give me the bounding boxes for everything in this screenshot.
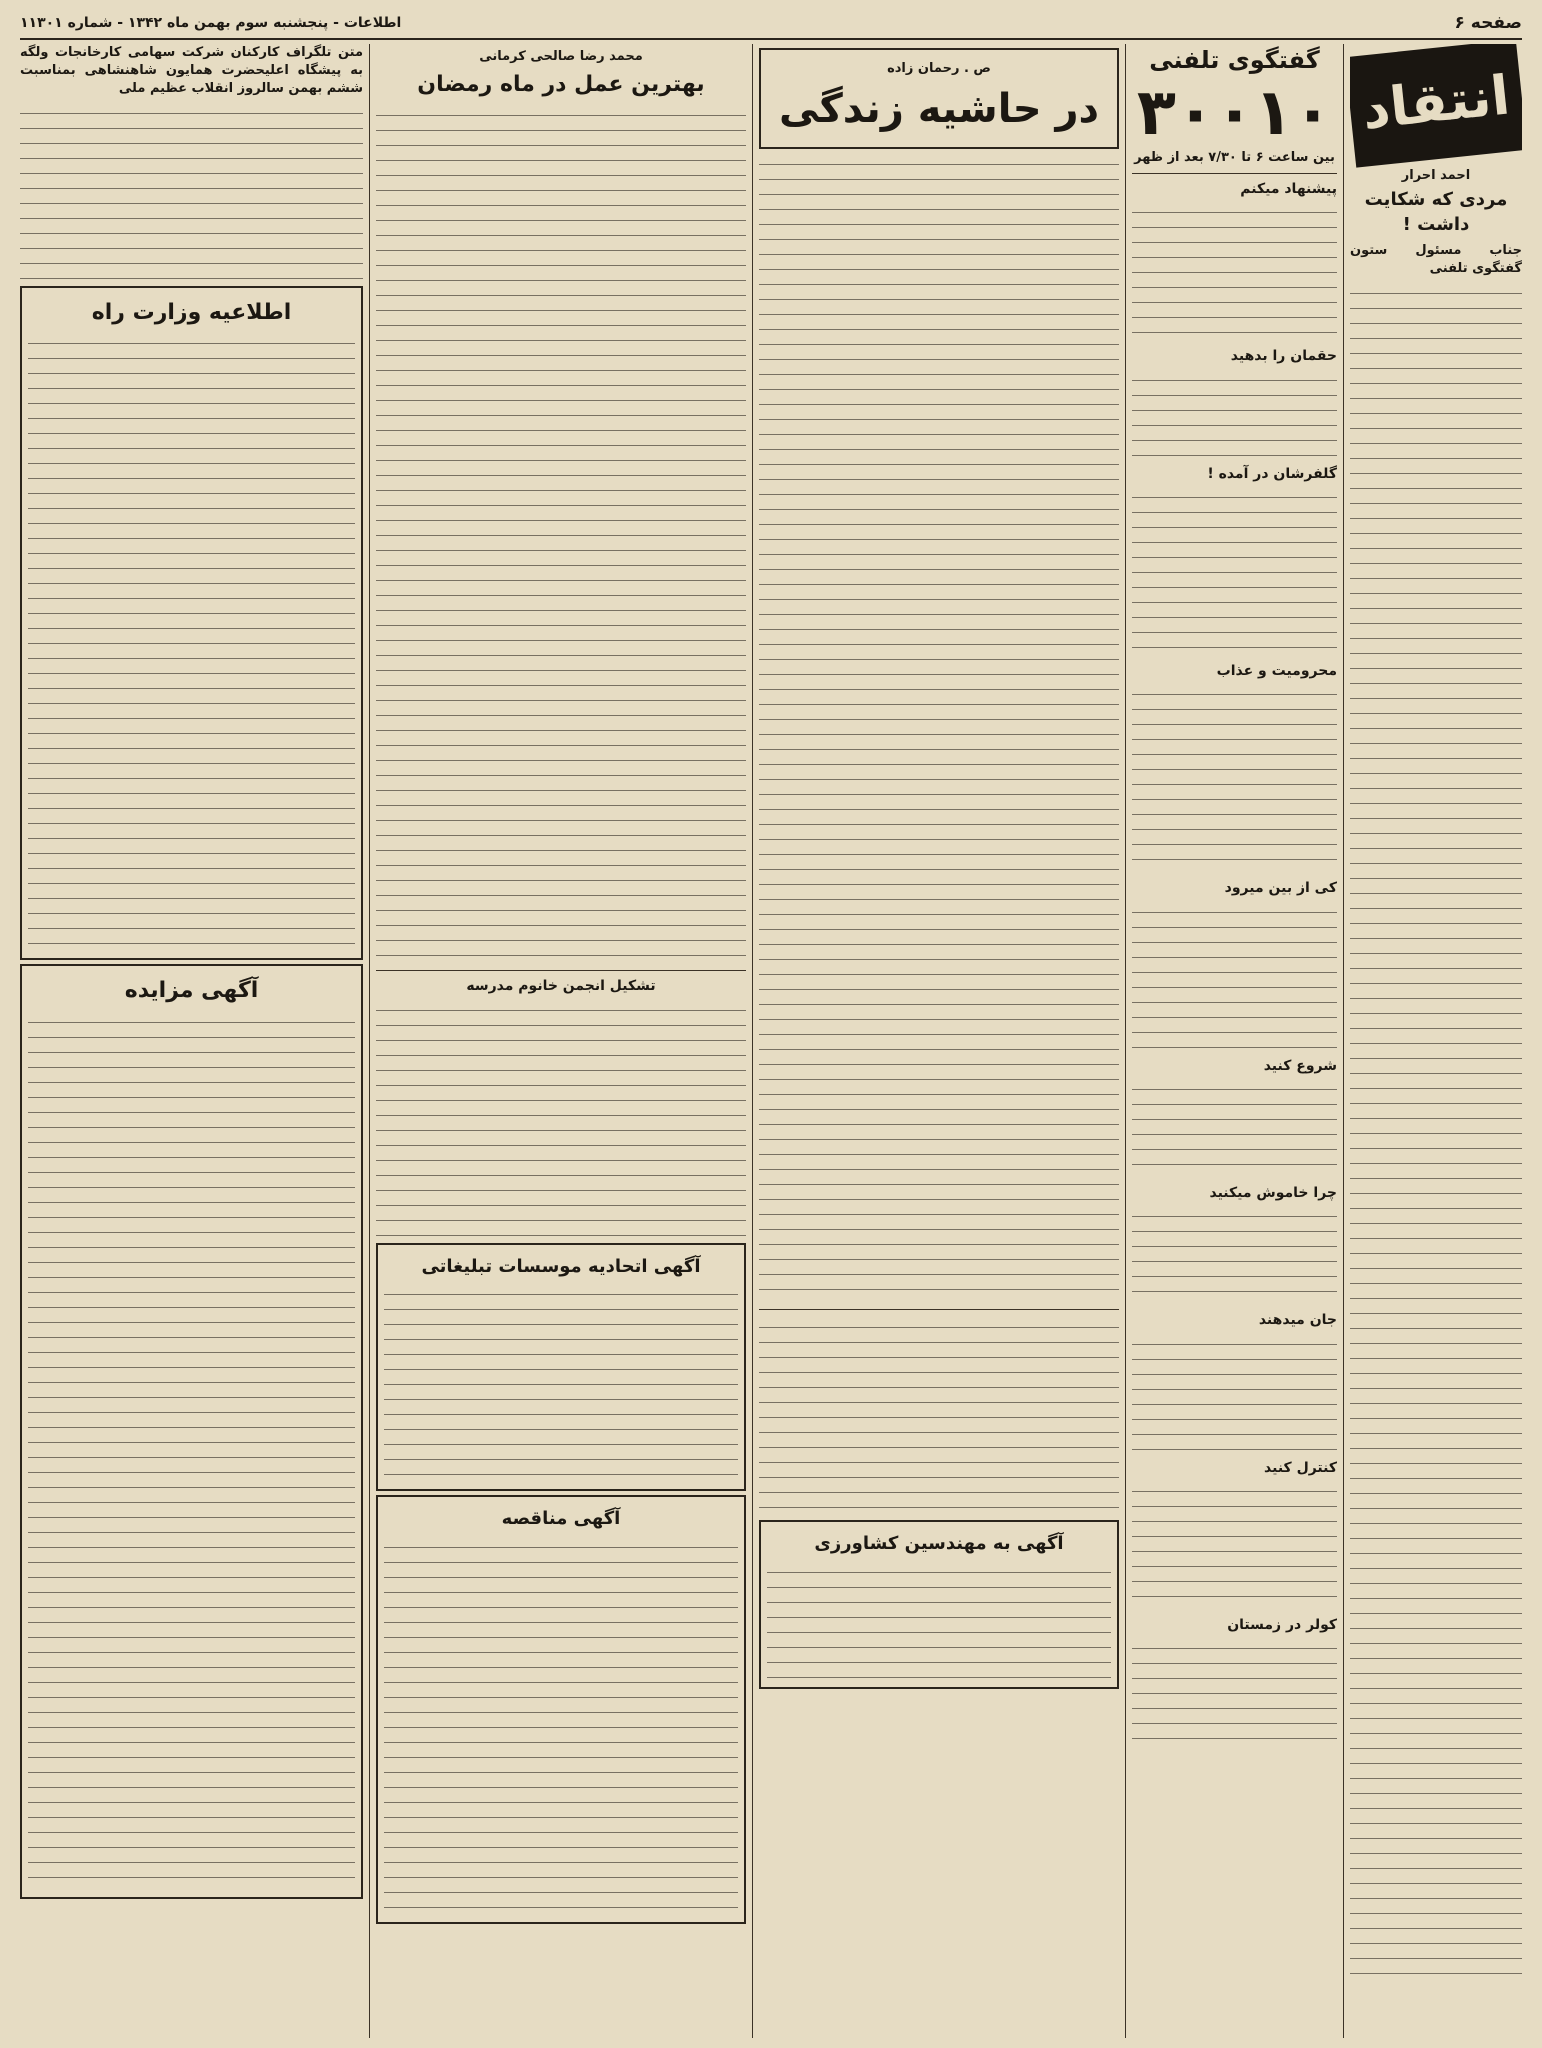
item-body — [1132, 1333, 1337, 1453]
masthead-line: اطلاعات - پنجشنبه سوم بهمن ماه ۱۳۴۲ - شماره ۱۱۳۰۱ — [20, 15, 402, 31]
page-number: صفحه ۶ — [1454, 13, 1522, 33]
item-body — [1132, 486, 1337, 656]
item-body — [1132, 1205, 1337, 1305]
column-ramadan — [376, 44, 746, 2038]
title-box — [759, 48, 1119, 149]
ad-title: تشکیل انجمن خانوم مدرسه — [466, 978, 656, 995]
item-title: گلفرشان در آمده ! — [1207, 465, 1337, 482]
column-announcements — [20, 44, 363, 2038]
tender-ad — [376, 1495, 746, 1924]
body-text-block — [1350, 282, 1522, 1982]
column-author: احمد احرار — [1401, 167, 1471, 183]
ad-title: آگهی مناقصه — [501, 1508, 621, 1530]
item-title: پیشنهاد میکنم — [1240, 181, 1337, 198]
divider — [759, 1309, 1119, 1310]
column-author: ص . رحمان زاده — [887, 61, 991, 76]
column-divider — [752, 44, 753, 2038]
ad-body — [28, 1011, 355, 1891]
item-body — [1132, 369, 1337, 459]
ad-body — [767, 1561, 1111, 1681]
item-title: کنترل کنید — [1264, 1459, 1337, 1476]
announcement-title: اطلاعیه وزارت راه — [91, 299, 292, 325]
item-list — [1132, 180, 1337, 1747]
item-title: کولر در زمستان — [1227, 1616, 1337, 1633]
item-body — [1132, 683, 1337, 873]
item-title: محرومیت و عذاب — [1216, 662, 1337, 679]
item-body — [1132, 1480, 1337, 1610]
body-text-block — [759, 1316, 1119, 1516]
ad-body — [384, 1536, 738, 1916]
telegram-text: متن تلگراف کارکنان شرکت سهامی کارخانجات ولگه به پیشگاه اعلیحضرت همایون شاهنشاهی بمناسبت ششم بهمن سالروز انقلاب عظیم ملی — [20, 45, 363, 96]
ad-title: آگهی اتحادیه موسسات تبلیغاتی — [421, 1255, 701, 1277]
item-title: کی از بین میرود — [1224, 880, 1337, 897]
column-title: مردی که شکایت داشت ! — [1364, 189, 1508, 236]
page-header — [20, 8, 1522, 40]
body-text-block — [376, 104, 746, 964]
ad-body — [376, 999, 746, 1239]
ad-title: آگهی مزایده — [124, 978, 259, 1004]
announcement-body — [28, 332, 355, 952]
column-subtitle: جناب مسئول ستون گفتگوی تلفنی — [1350, 243, 1522, 277]
body-text-block — [20, 102, 363, 282]
engineers-ad — [759, 1520, 1119, 1689]
auction-ad — [20, 964, 363, 1898]
column-entegad — [1350, 44, 1522, 2038]
item-title: جان میدهند — [1258, 1312, 1337, 1329]
divider — [1132, 173, 1337, 174]
column-margin-of-life — [759, 44, 1119, 2038]
phone-hours: بین ساعت ۶ تا ۷/۳۰ بعد از ظهر — [1134, 150, 1335, 166]
body-text-block — [759, 153, 1119, 1303]
phone-number: ۳۰۰۱۰ — [1136, 76, 1333, 151]
item-body — [1132, 901, 1337, 1051]
column-author: محمد رضا صالحی کرمانی — [479, 49, 643, 64]
column-divider — [369, 44, 370, 2038]
item-title: چرا خاموش میکنید — [1209, 1184, 1337, 1201]
column-phone-talk — [1132, 44, 1337, 2038]
item-title: حقمان را بدهید — [1230, 348, 1337, 365]
item-body — [1132, 201, 1337, 341]
item-title: شروع کنید — [1263, 1057, 1337, 1074]
ad-body — [384, 1283, 738, 1483]
column-divider — [1125, 44, 1126, 2038]
column-divider — [1343, 44, 1344, 2038]
column-title: بهترین عمل در ماه رمضان — [417, 71, 705, 97]
phone-column-title: گفتگوی تلفنی — [1149, 46, 1320, 74]
advertising-union-ad — [376, 1243, 746, 1492]
ad-title: آگهی به مهندسین کشاورزی — [814, 1533, 1064, 1555]
divider — [376, 970, 746, 971]
item-body — [1132, 1078, 1337, 1178]
column-title: در حاشیه زندگی — [778, 85, 1100, 132]
entegad-logo: انتقاد — [1350, 44, 1522, 167]
item-body — [1132, 1637, 1337, 1747]
ministry-announcement — [20, 286, 363, 960]
